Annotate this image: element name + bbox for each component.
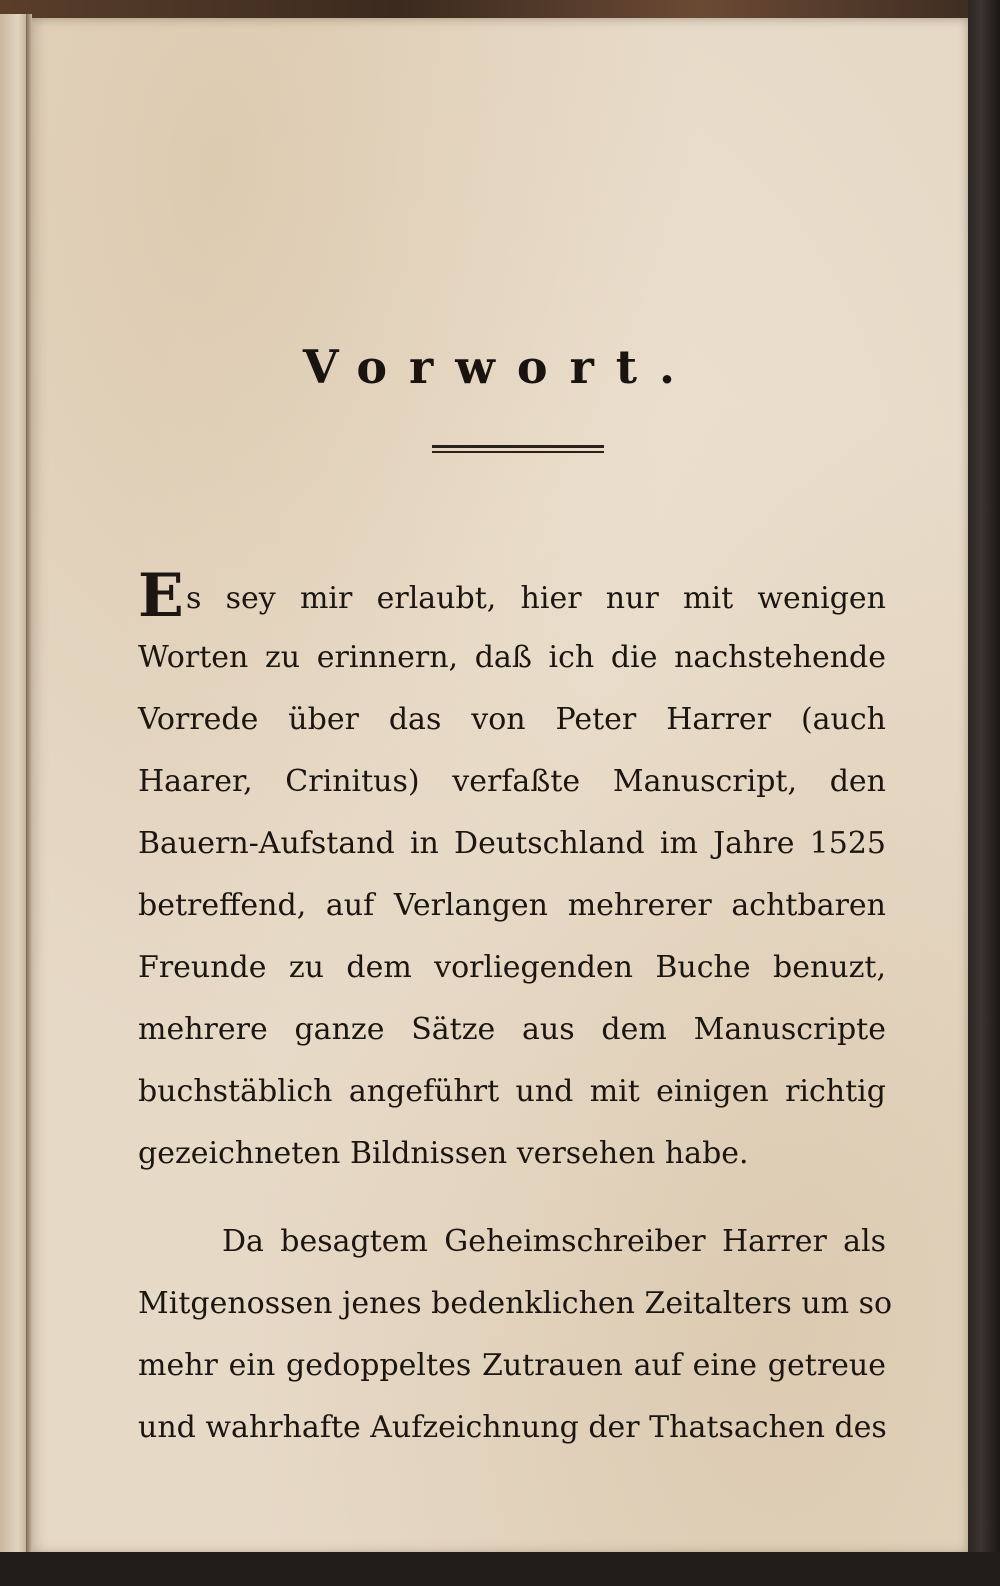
text-line: gezeichneten Bildnissen versehen habe. (138, 1136, 749, 1171)
text-line: Es sey mir erlaubt, hier nur mit wenigen (138, 561, 886, 631)
text-line: Da besagtem Geheimschreiber Harrer als (222, 1224, 886, 1259)
text-line: und wahrhafte Aufzeichnung der Thatsachen des (138, 1410, 887, 1445)
book-bottom-edge (0, 1552, 1000, 1586)
text-line: Vorrede über das von Peter Harrer (auch (138, 702, 886, 737)
text-line: mehrere ganze Sätze aus dem Manuscripte (138, 1012, 886, 1047)
page-title: Vorwort. (302, 340, 698, 394)
book-right-edge (968, 0, 1000, 1586)
text-line: buchstäblich angeführt und mit einigen richtig (138, 1074, 886, 1109)
text-line: Bauern-Aufstand in Deutschland im Jahre 1525 (138, 826, 886, 861)
text-line: Worten zu erinnern, daß ich die nachstehende (138, 640, 886, 675)
title-divider (432, 445, 604, 455)
text-line: Haarer, Crinitus) verfaßte Manuscript, den (138, 764, 886, 799)
text-line: Freunde zu dem vorliegenden Buche benuzt, (138, 950, 886, 985)
drop-cap: E (138, 561, 184, 631)
text-line: betreffend, auf Verlangen mehrerer achtbaren (138, 888, 886, 923)
book-top-edge (0, 0, 1000, 20)
text-line: Mitgenossen jenes bedenklichen Zeitalters um so (138, 1286, 893, 1321)
text-line: mehr ein gedoppeltes Zutrauen auf eine getreue (138, 1348, 886, 1383)
book-gutter (26, 14, 32, 1554)
